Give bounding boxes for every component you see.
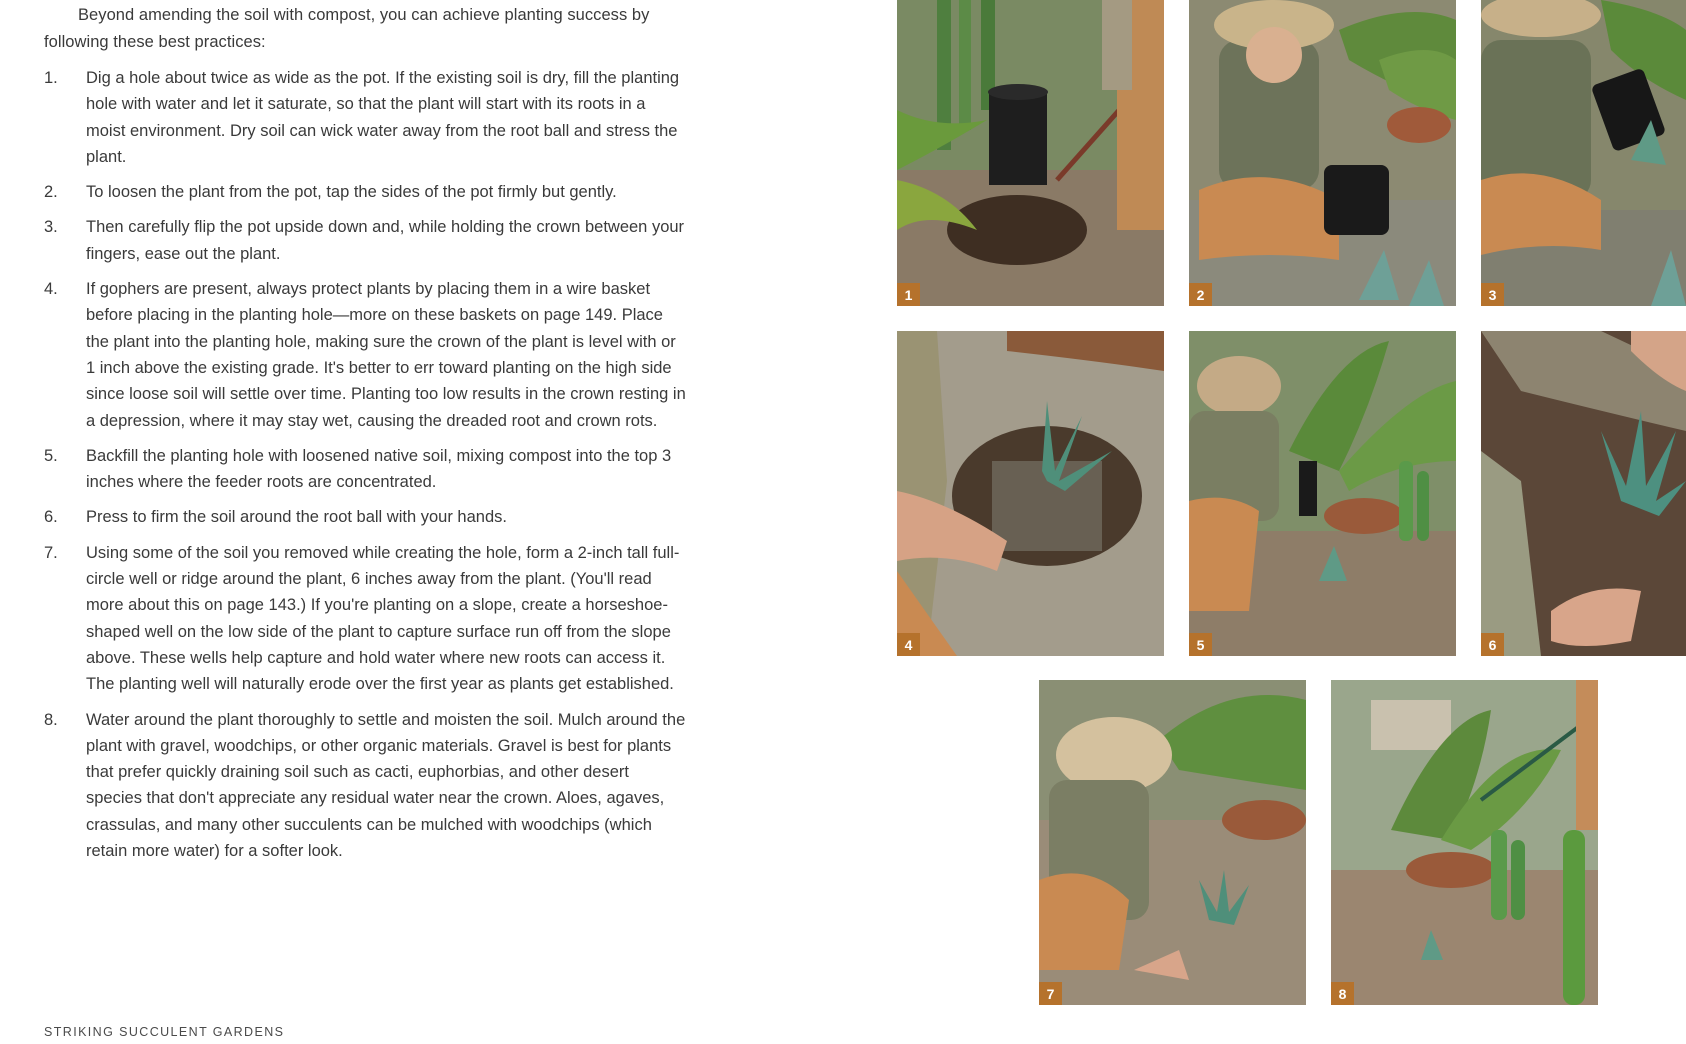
text-column [44, 2, 694, 873]
step-text: Then carefully flip the pot upside down and, while holding the crown between your fingers, ease out the plant. [86, 218, 685, 263]
running-footer: STRIKING SUCCULENT GARDENS [44, 1025, 285, 1039]
photo-illustration [1189, 0, 1456, 306]
photo-number-badge: 2 [1189, 283, 1212, 306]
photo-step-2 [1189, 0, 1456, 306]
step-text: Backfill the planting hole with loosened native soil, mixing compost into the top 3 inches where the feeder roots are concentrated. [86, 446, 672, 492]
photo-number-badge: 5 [1189, 633, 1212, 656]
photo-number-badge: 3 [1481, 283, 1504, 306]
step-number: 8. [44, 710, 58, 729]
step-item [44, 707, 694, 865]
photo-step-3 [1481, 0, 1686, 306]
photo-number-badge: 1 [897, 283, 920, 306]
photo-illustration [1331, 680, 1598, 1005]
photo-step-6 [1481, 331, 1686, 656]
step-item [44, 504, 694, 530]
step-item [44, 214, 694, 267]
photo-illustration [1189, 331, 1456, 656]
photo-number-badge: 8 [1331, 982, 1354, 1005]
step-number: 6. [44, 508, 58, 527]
photo-illustration [897, 0, 1164, 306]
step-number: 3. [44, 218, 58, 237]
photo-number-badge: 4 [897, 633, 920, 656]
photo-number-badge: 6 [1481, 633, 1504, 656]
step-text: Dig a hole about twice as wide as the pot. If the existing soil is dry, fill the planting hole with water and let it saturate, so that the plant will start with its roots in a moist environment. Dry soil can wick water away from the root ball and stress the plant. [86, 69, 680, 166]
photo-illustration [1481, 331, 1686, 656]
photo-step-7 [1039, 680, 1306, 1005]
steps-list [44, 65, 694, 864]
photo-illustration [897, 331, 1164, 656]
step-number: 7. [44, 543, 58, 562]
step-number: 4. [44, 280, 58, 299]
photo-step-8 [1331, 680, 1598, 1005]
step-item [44, 540, 694, 698]
step-item [44, 179, 694, 205]
step-number: 1. [44, 69, 58, 87]
intro-paragraph: Beyond amending the soil with compost, you can achieve planting success by following these best practices: [44, 6, 650, 51]
photo-illustration [1039, 680, 1306, 1005]
step-text: If gophers are present, always protect plants by placing them in a wire basket before placing in the planting hole—more on these baskets on page 149. Place the plant into the planting hole, making sure the crown of the plant is level with or 1 inch above the existing grade. It's better to err toward planting on the high side since loose soil will settle over time. Planting too low results in the crown resting in a depression, where it may stay wet, causing the dreaded root and crown rots. [86, 280, 686, 430]
step-item [44, 276, 694, 434]
step-text: To loosen the plant from the pot, tap the sides of the pot firmly but gently. [86, 183, 617, 202]
photo-illustration [1481, 0, 1686, 306]
step-item [44, 443, 694, 496]
step-item [44, 65, 694, 170]
photo-step-1 [897, 0, 1164, 306]
step-text: Water around the plant thoroughly to settle and moisten the soil. Mulch around the plant with gravel, woodchips, or other organic materials. Gravel is best for plants that prefer quickly draining soil such as cacti, euphorbias, and other desert species that don't appreciate any residual water near the crown. Aloes, agaves, crassulas, and many other succulents can be mulched with woodchips (which retain more water) for a softer look. [86, 710, 686, 861]
photo-number-badge: 7 [1039, 982, 1062, 1005]
step-number: 2. [44, 183, 58, 202]
photo-step-4 [897, 331, 1164, 656]
photo-step-5 [1189, 331, 1456, 656]
step-text: Using some of the soil you removed while creating the hole, form a 2-inch tall full-circle well or ridge around the plant, 6 inches away from the plant. (You'll read more about this on page 143.) If you're planting on a slope, create a horseshoe-shaped well on the low side of the plant to capture surface run off from the slope above. These wells help capture and hold water where new roots can access it. The planting well will naturally erode over the first year as plants get established. [86, 543, 680, 694]
step-number: 5. [44, 446, 58, 465]
step-text: Press to firm the soil around the root ball with your hands. [86, 508, 507, 527]
